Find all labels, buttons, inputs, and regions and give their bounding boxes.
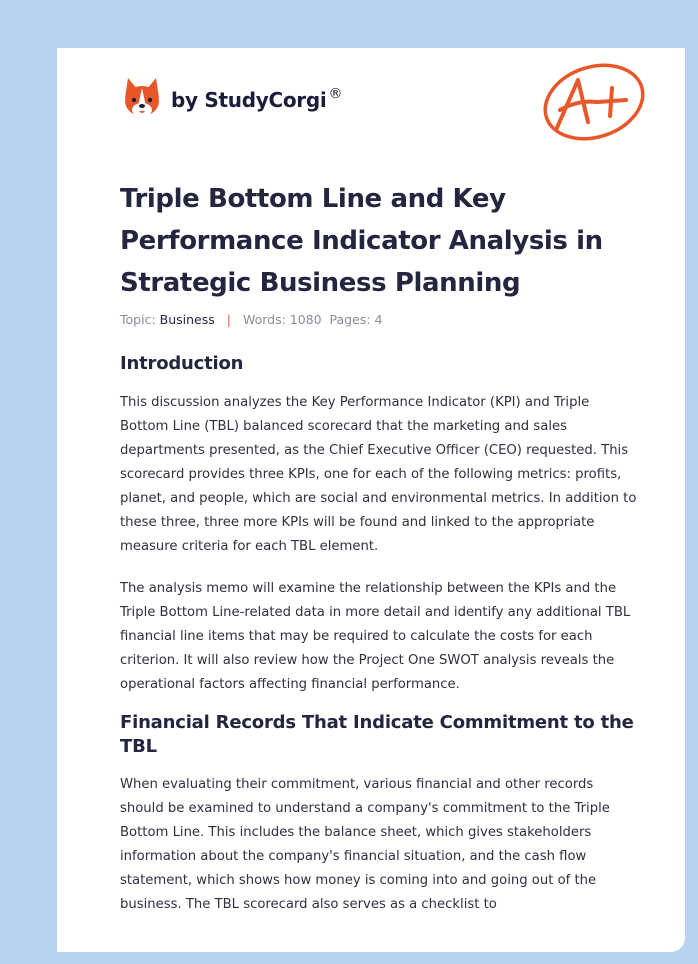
word-count: Words: 1080 — [242, 312, 322, 327]
document-body — [120, 352, 640, 917]
studycorgi-brand[interactable] — [121, 76, 342, 120]
document-title: Triple Bottom Line and Key Performance Indicator Analysis in Strategic Business Planning — [120, 184, 603, 298]
section-heading-financial-records: Financial Records That Indicate Commitment to the TBL — [120, 712, 634, 757]
topic-value[interactable]: Business — [159, 312, 215, 327]
topic-label: Topic: — [120, 312, 156, 327]
document-page — [57, 48, 685, 952]
paragraph: When evaluating their commitment, various financial and other records should be examined to understand a company's commitment to the Triple Bottom Line. This includes the balance sheet, which gives stakeholders information about the company's financial situation, and the cash flow statement, which shows how money is coming into and going out of the business. The TBL scorecard also serves as a checklist to — [120, 777, 610, 912]
paragraph: This discussion analyzes the Key Performance Indicator (KPI) and Triple Bottom Line (TBL) balanced scorecard that the marketing and sales departments presented, as the Chief Executive Officer (CEO) requested. This scorecard provides three KPIs, one for each of the following metrics: profits, planet, and people, which are social and environmental metrics. In addition to these three, three more KPIs will be found and linked to the appropriate measure criteria for each TBL element. — [120, 395, 637, 554]
registered-mark: ® — [328, 86, 343, 102]
document-meta — [120, 312, 382, 327]
page-count: Pages: 4 — [329, 312, 383, 327]
a-plus-grade-icon — [538, 60, 648, 144]
brand-name-text: by StudyCorgi — [171, 88, 327, 112]
section-heading-introduction: Introduction — [120, 353, 244, 374]
corgi-logo-icon — [121, 76, 163, 120]
paragraph: The analysis memo will examine the relationship between the KPIs and the Triple Bottom Line-related data in more detail and identify any additional TBL financial line items that may be required to calculate the costs for each criterion. It will also review how the Project One SWOT analysis reveals the operational factors affecting financial performance. — [120, 581, 631, 692]
brand-name — [171, 88, 342, 112]
grade-badge — [538, 60, 648, 148]
meta-separator: | — [226, 312, 231, 327]
